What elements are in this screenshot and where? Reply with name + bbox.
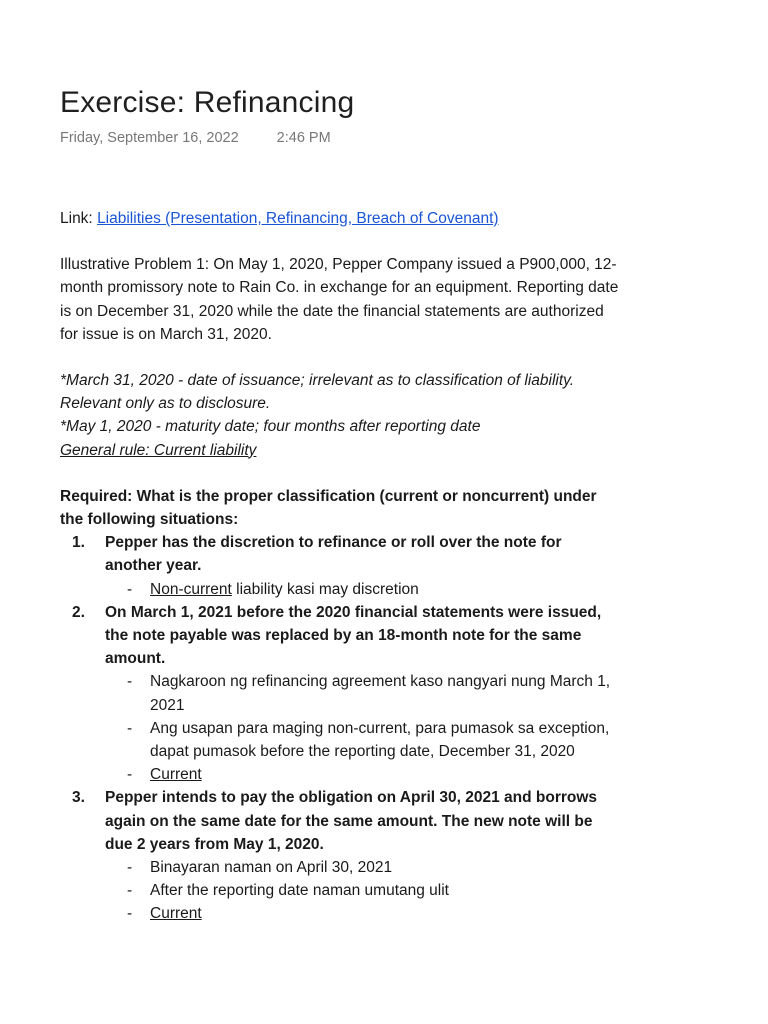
dash-bullet: -: [127, 859, 133, 877]
general-rule: General rule: Current liability: [60, 441, 257, 459]
answer-text: Nagkaroon ng refinancing agreement kaso nangyari nung March 1, 2021: [150, 673, 611, 714]
situations-list: [60, 531, 620, 925]
answer-underlined: Non-current: [150, 580, 232, 598]
answer-text: Binayaran naman on April 30, 2021: [150, 859, 393, 877]
problem-statement: Illustrative Problem 1: On May 1, 2020, Pepper Company issued a P900,000, 12-month promissory note to Rain Co. in exchange for an equipment. Reporting date is on December 31, 2020 while the date the financial statements are authorized for issue is on March 31, 2020.: [60, 256, 619, 343]
situation-number: 3.: [72, 789, 85, 807]
answer-item: [105, 763, 620, 786]
answer-item: [105, 856, 620, 879]
dash-bullet: -: [127, 905, 133, 923]
answer-list: [105, 578, 620, 601]
answer-item: [105, 578, 620, 601]
situation-number: 2.: [72, 603, 85, 621]
note-body: [60, 207, 620, 926]
note-issuance-date: *March 31, 2020 - date of issuance; irrelevant as to classification of liability. Relevant only as to disclosure.: [60, 372, 575, 413]
dash-bullet: -: [127, 580, 133, 598]
situation-text: Pepper intends to pay the obligation on April 30, 2021 and borrows again on the same date for the same amount. The new note will be due 2 years from May 1, 2020.: [105, 789, 598, 853]
situation-item: [60, 786, 620, 925]
page-date: Friday, September 16, 2022: [60, 130, 239, 146]
situation-text: Pepper has the discretion to refinance or roll over the note for another year.: [105, 534, 562, 575]
answer-item: [105, 879, 620, 902]
situation-item: [60, 601, 620, 787]
situation-number: 1.: [72, 534, 85, 552]
dash-bullet: -: [127, 673, 133, 691]
answer-item: [105, 670, 620, 716]
situation-text: On March 1, 2021 before the 2020 financial statements were issued, the note payable was replaced by an 18-month note for the same amount.: [105, 603, 602, 668]
answer-text: After the reporting date naman umutang ulit: [150, 882, 449, 900]
situation-item: [60, 531, 620, 601]
page-title: Exercise: Refinancing: [60, 86, 355, 119]
answer-list: [105, 670, 620, 786]
answer-underlined: Current: [150, 766, 202, 784]
dash-bullet: -: [127, 882, 133, 900]
dash-bullet: -: [127, 766, 133, 784]
required-heading: Required: What is the proper classification (current or noncurrent) under the following situations:: [60, 487, 597, 529]
dash-bullet: -: [127, 719, 133, 737]
link-line: [60, 207, 620, 230]
answer-text: liability kasi may discretion: [231, 580, 419, 598]
page-timestamp: [60, 130, 331, 146]
liabilities-link[interactable]: Liabilities (Presentation, Refinancing, Breach of Covenant): [97, 210, 499, 227]
answer-item: [105, 717, 620, 763]
link-label: Link:: [60, 210, 93, 227]
answer-list: [105, 856, 620, 926]
answer-text: Ang usapan para maging non-current, para pumasok sa exception, dapat pumasok before the reporting date, December 31, 2020: [150, 719, 610, 761]
page-time: 2:46 PM: [276, 130, 331, 146]
answer-item: [105, 902, 620, 925]
answer-underlined: Current: [150, 905, 202, 923]
note-maturity-date: *May 1, 2020 - maturity date; four months after reporting date: [60, 418, 481, 436]
